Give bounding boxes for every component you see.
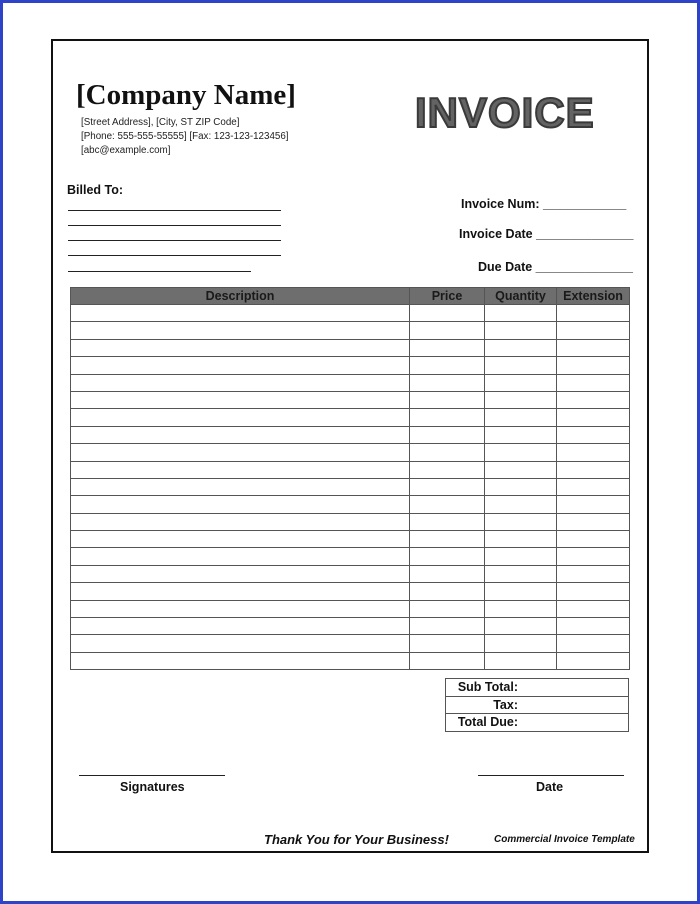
price-cell [410,339,485,356]
extension-cell [557,548,630,565]
column-header-extension: Extension [557,288,630,305]
quantity-cell [485,357,557,374]
table-row [71,652,630,669]
extension-cell [557,357,630,374]
quantity-cell [485,618,557,635]
due-date-field: Due Date ______________ [478,260,633,274]
description-cell [71,583,410,600]
quantity-cell [485,426,557,443]
quantity-cell [485,600,557,617]
price-cell [410,635,485,652]
quantity-cell [485,496,557,513]
quantity-cell [485,635,557,652]
date-line [478,775,624,776]
company-name: [Company Name] [76,79,296,111]
description-cell [71,600,410,617]
table-row [71,426,630,443]
table-row [71,548,630,565]
price-cell [410,322,485,339]
total-due-label: Total Due: [446,714,629,732]
column-header-price: Price [410,288,485,305]
extension-cell [557,426,630,443]
billed-to-line [68,271,251,272]
price-cell [410,531,485,548]
table-row [71,531,630,548]
thank-you-message: Thank You for Your Business! [264,832,449,847]
extension-cell [557,565,630,582]
company-address: [Street Address], [City, ST ZIP Code] [81,117,240,128]
table-row [71,374,630,391]
price-cell [410,496,485,513]
table-row [71,618,630,635]
invoice-title: INVOICE [415,89,595,136]
description-cell [71,618,410,635]
description-cell [71,374,410,391]
table-row [71,635,630,652]
extension-cell [557,322,630,339]
price-cell [410,461,485,478]
table-row [71,305,630,322]
table-row [71,565,630,582]
quantity-cell [485,461,557,478]
price-cell [410,305,485,322]
description-cell [71,496,410,513]
extension-cell [557,652,630,669]
extension-cell [557,461,630,478]
quantity-cell [485,444,557,461]
description-cell [71,409,410,426]
table-row [71,444,630,461]
table-row [71,339,630,356]
quantity-cell [485,531,557,548]
signatures-label: Signatures [120,780,185,794]
price-cell [410,357,485,374]
quantity-cell [485,305,557,322]
price-cell [410,478,485,495]
signature-line [79,775,225,776]
price-cell [410,426,485,443]
price-cell [410,391,485,408]
table-row [71,513,630,530]
description-cell [71,652,410,669]
description-cell [71,548,410,565]
totals-box [445,678,629,732]
description-cell [71,339,410,356]
extension-cell [557,600,630,617]
billed-to-line [68,210,281,211]
table-row [71,409,630,426]
subtotal-row [446,679,629,697]
price-cell [410,444,485,461]
table-row [71,391,630,408]
billed-to-line [68,225,281,226]
extension-cell [557,339,630,356]
column-header-quantity: Quantity [485,288,557,305]
price-cell [410,583,485,600]
extension-cell [557,478,630,495]
description-cell [71,478,410,495]
quantity-cell [485,374,557,391]
extension-cell [557,409,630,426]
table-row [71,322,630,339]
description-cell [71,444,410,461]
quantity-cell [485,478,557,495]
extension-cell [557,391,630,408]
invoice-date-field: Invoice Date ______________ [459,227,634,241]
extension-cell [557,531,630,548]
price-cell [410,409,485,426]
price-cell [410,565,485,582]
description-cell [71,513,410,530]
price-cell [410,600,485,617]
price-cell [410,548,485,565]
invoice-sheet [51,39,649,853]
price-cell [410,652,485,669]
billed-to-line [68,255,281,256]
price-cell [410,513,485,530]
table-row [71,478,630,495]
description-cell [71,531,410,548]
tax-label: Tax: [446,696,629,714]
extension-cell [557,496,630,513]
quantity-cell [485,583,557,600]
billed-to-line [68,240,281,241]
date-label: Date [536,780,564,794]
price-cell [410,374,485,391]
quantity-cell [485,565,557,582]
quantity-cell [485,548,557,565]
total-due-row [446,714,629,732]
extension-cell [557,583,630,600]
extension-cell [557,305,630,322]
description-cell [71,461,410,478]
price-cell [410,618,485,635]
description-cell [71,322,410,339]
quantity-cell [485,409,557,426]
table-row [71,461,630,478]
company-phone-fax: [Phone: 555-555-55555] [Fax: 123-123-123456] [81,131,289,142]
description-cell [71,305,410,322]
template-name: Commercial Invoice Template [494,834,635,845]
description-cell [71,635,410,652]
extension-cell [557,513,630,530]
quantity-cell [485,513,557,530]
quantity-cell [485,339,557,356]
description-cell [71,391,410,408]
extension-cell [557,635,630,652]
table-row [71,357,630,374]
quantity-cell [485,652,557,669]
table-row [71,496,630,513]
description-cell [71,357,410,374]
table-row [71,583,630,600]
billed-to-label: Billed To: [67,183,124,197]
extension-cell [557,618,630,635]
invoice-num-field: Invoice Num: ____________ [461,197,627,211]
extension-cell [557,444,630,461]
line-items-table [70,287,630,670]
extension-cell [557,374,630,391]
quantity-cell [485,391,557,408]
table-header-row [71,288,630,305]
column-header-description: Description [71,288,410,305]
subtotal-label: Sub Total: [446,679,629,697]
description-cell [71,565,410,582]
quantity-cell [485,322,557,339]
description-cell [71,426,410,443]
table-row [71,600,630,617]
tax-row [446,696,629,714]
company-email: [abc@example.com] [81,145,171,156]
